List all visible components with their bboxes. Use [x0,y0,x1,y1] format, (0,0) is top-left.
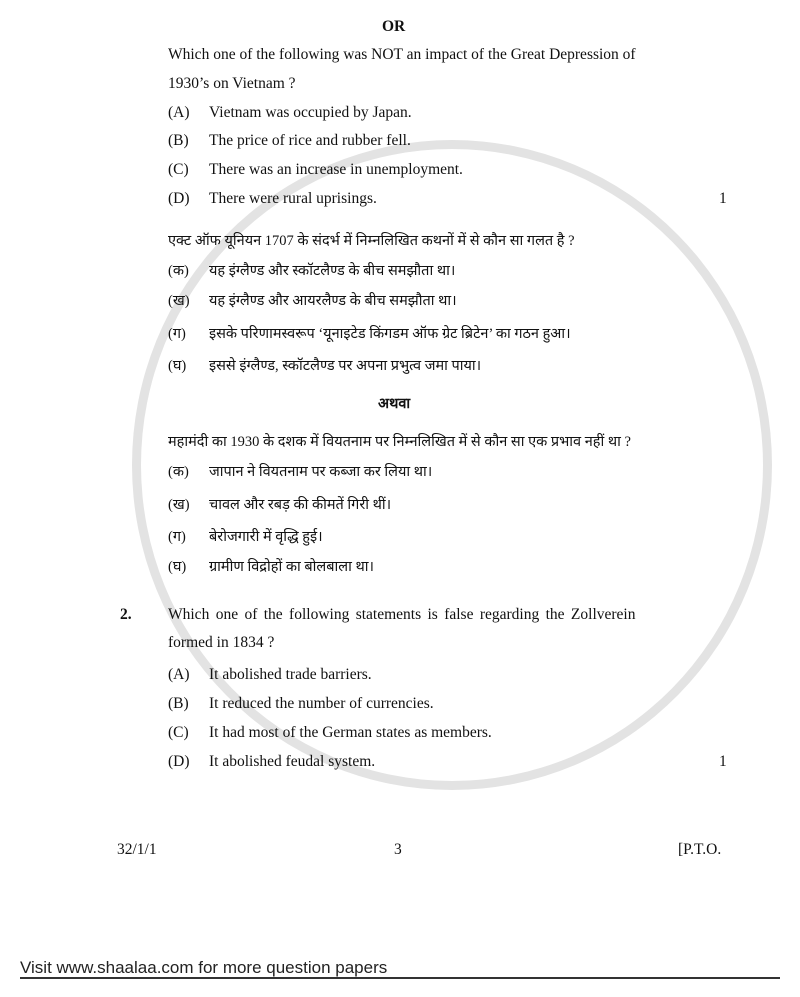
question-text: 1930’s on Vietnam ? [168,75,296,92]
option-label: (घ) [168,559,187,575]
option-text: इससे इंग्लैण्ड, स्कॉटलैण्ड पर अपना प्रभुत्व जमा पाया। [209,358,482,374]
paper-code: 32/1/1 [117,841,157,858]
option-text: There were rural uprisings. [209,190,377,207]
marks: 1 [719,753,727,770]
option-label: (C) [168,161,189,178]
question-number: 2. [120,606,132,623]
marks: 1 [719,190,727,207]
option-text: It reduced the number of currencies. [209,695,434,712]
athva-heading: अथवा [378,396,411,412]
option-label: (क) [168,263,189,279]
option-label: (B) [168,132,189,149]
or-heading: OR [382,18,406,35]
option-label: (B) [168,695,189,712]
option-text: जापान ने वियतनाम पर कब्जा कर लिया था। [209,464,433,480]
visit-link[interactable]: Visit www.shaalaa.com for more question papers [20,958,388,977]
option-label: (D) [168,190,190,207]
question-text-hindi: एक्ट ऑफ यूनियन 1707 के संदर्भ में निम्नलिखित कथनों में से कौन सा गलत है ? [168,233,575,249]
option-text: यह इंग्लैण्ड और स्कॉटलैण्ड के बीच समझौता था। [209,263,456,279]
pto-label: [P.T.O. [678,841,722,858]
option-label: (C) [168,724,189,741]
option-text: चावल और रबड़ की कीमतें गिरी थीं। [209,497,392,513]
option-text: ग्रामीण विद्रोहों का बोलबाला था। [209,559,374,575]
option-label: (क) [168,464,189,480]
option-text: बेरोजगारी में वृद्धि हुई। [209,529,323,545]
option-label: (A) [168,666,190,683]
option-label: (ग) [168,326,186,342]
question-text-hindi: महामंदी का 1930 के दशक में वियतनाम पर निम्नलिखित में से कौन सा एक प्रभाव नहीं था ? [168,434,631,450]
footer-rule [20,977,780,979]
option-text: Vietnam was occupied by Japan. [209,104,412,121]
option-text: There was an increase in unemployment. [209,161,463,178]
option-text: It abolished feudal system. [209,753,376,770]
option-label: (ग) [168,529,186,545]
page-number: 3 [394,841,402,858]
question-text: Which one of the following statements is false regarding the Zollverein [168,606,636,623]
option-label: (ख) [168,293,190,309]
option-label: (घ) [168,358,187,374]
question-text: Which one of the following was NOT an impact of the Great Depression of [168,46,636,63]
option-text: The price of rice and rubber fell. [209,132,411,149]
option-label: (ख) [168,497,190,513]
option-label: (A) [168,104,190,121]
question-text: formed in 1834 ? [168,634,275,651]
option-text: It had most of the German states as members. [209,724,492,741]
option-text: यह इंग्लैण्ड और आयरलैण्ड के बीच समझौता था। [209,293,457,309]
option-text: इसके परिणामस्वरूप ‘यूनाइटेड किंगडम ऑफ ग्रेट ब्रिटेन’ का गठन हुआ। [209,326,571,342]
option-label: (D) [168,753,190,770]
option-text: It abolished trade barriers. [209,666,372,683]
